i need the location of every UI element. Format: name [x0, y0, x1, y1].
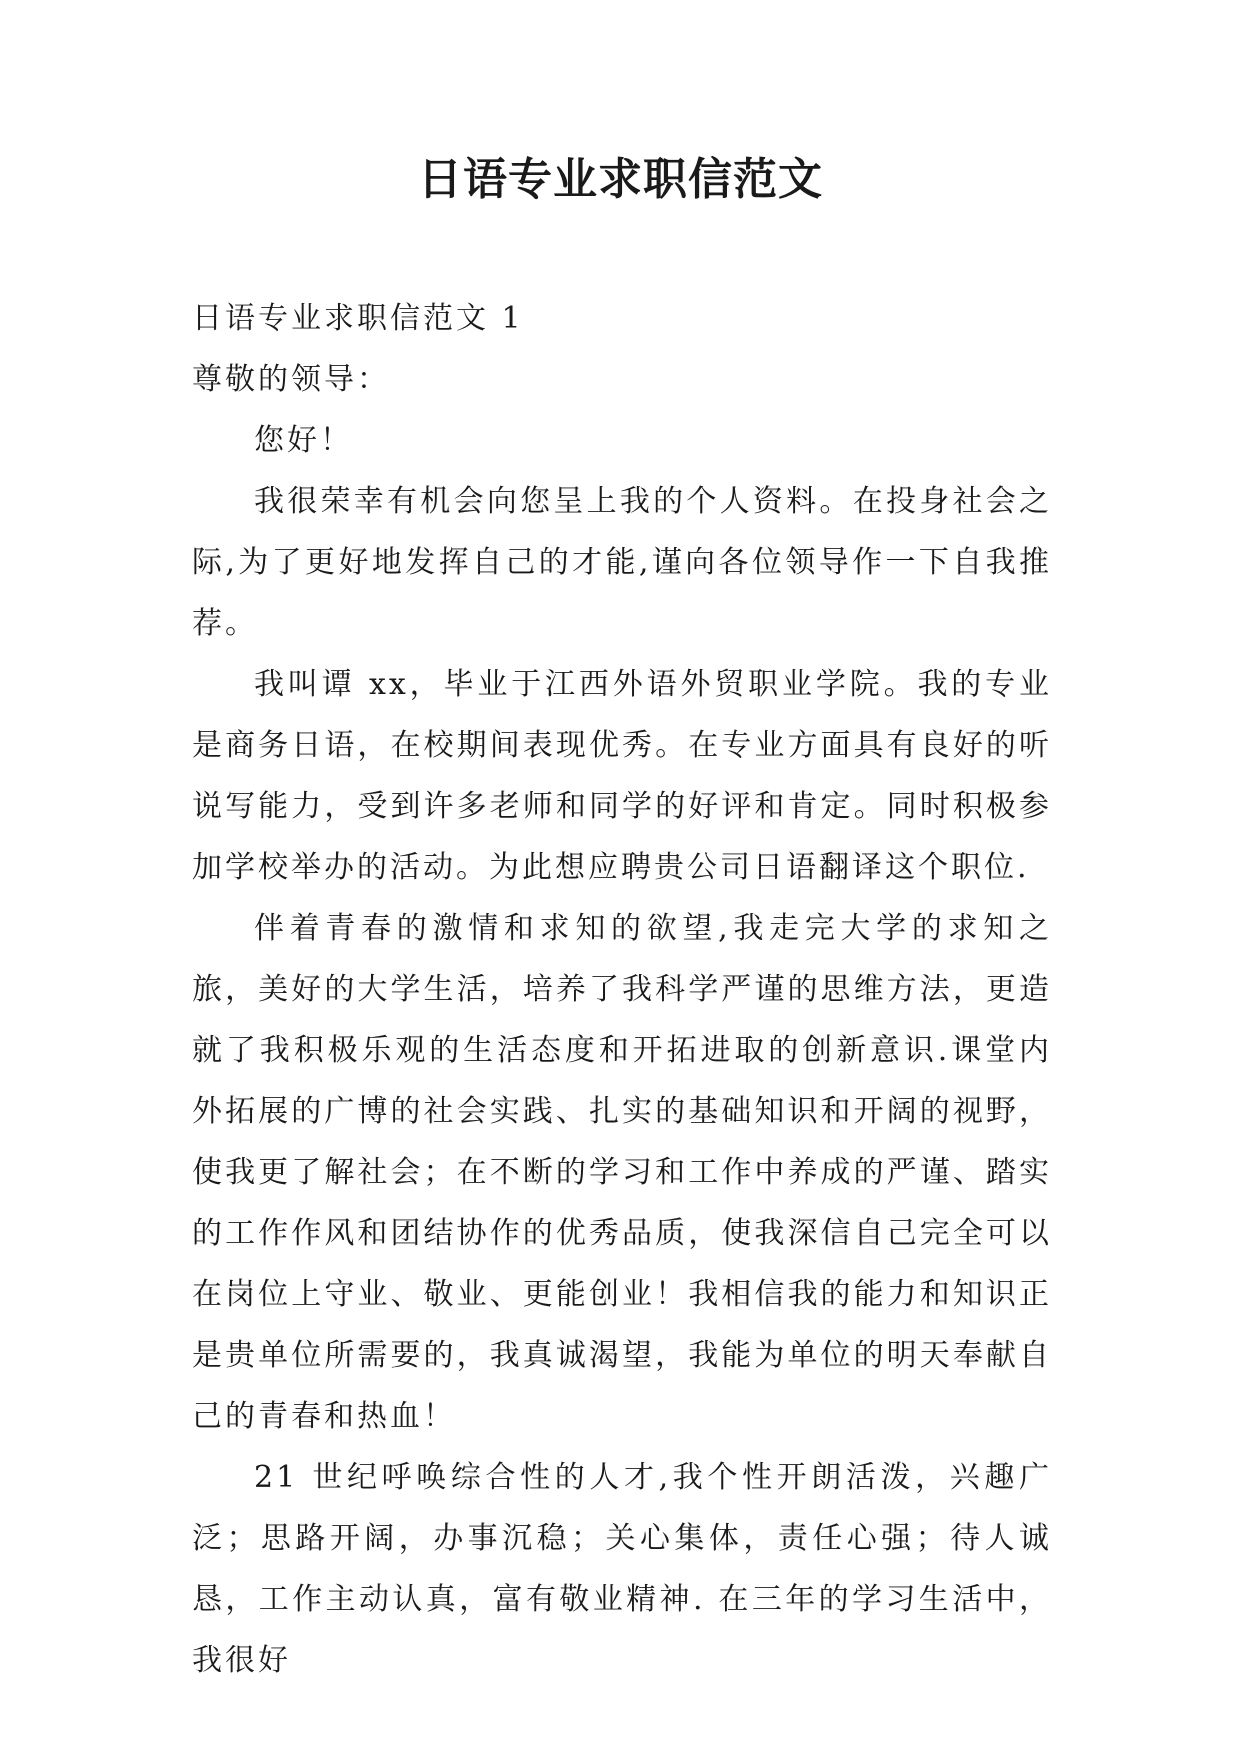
paragraph-intro: 我很荣幸有机会向您呈上我的个人资料。在投身社会之际,为了更好地发挥自己的才能,谨向各位领导作一下自我推荐。: [192, 484, 1052, 641]
paragraph-background: 我叫谭 xx，毕业于江西外语外贸职业学院。我的专业是商务日语，在校期间表现优秀。在专业方面具有良好的听说写能力，受到许多老师和同学的好评和肯定。同时积极参加学校举办的活动。为此想应聘贵公司日语翻译这个职位.: [192, 667, 1052, 885]
document-title: 日语专业求职信范文: [418, 154, 823, 205]
letter-body: [192, 288, 1052, 1691]
letter-subtitle: 日语专业求职信范文 1: [192, 301, 524, 336]
paragraph-university-life: 伴着青春的激情和求知的欲望,我走完大学的求知之旅，美好的大学生活，培养了我科学严谨的思维方法，更造就了我积极乐观的生活态度和开拓进取的创新意识.课堂内外拓展的广博的社会实践、扎实的基础知识和开阔的视野，使我更了解社会；在不断的学习和工作中养成的严谨、踏实的工作作风和团结协作的优秀品质，使我深信自己完全可以在岗位上守业、敬业、更能创业！我相信我的能力和知识正是贵单位所需要的，我真诚渴望，我能为单位的明天奉献自己的青春和热血！: [192, 911, 1052, 1434]
paragraph-personality: 21 世纪呼唤综合性的人才,我个性开朗活泼，兴趣广泛；思路开阔，办事沉稳；关心集体，责任心强；待人诚恳，工作主动认真，富有敬业精神. 在三年的学习生活中，我很好: [192, 1460, 1052, 1678]
salutation: 尊敬的领导：: [192, 362, 390, 397]
greeting: 您好！: [254, 423, 353, 458]
